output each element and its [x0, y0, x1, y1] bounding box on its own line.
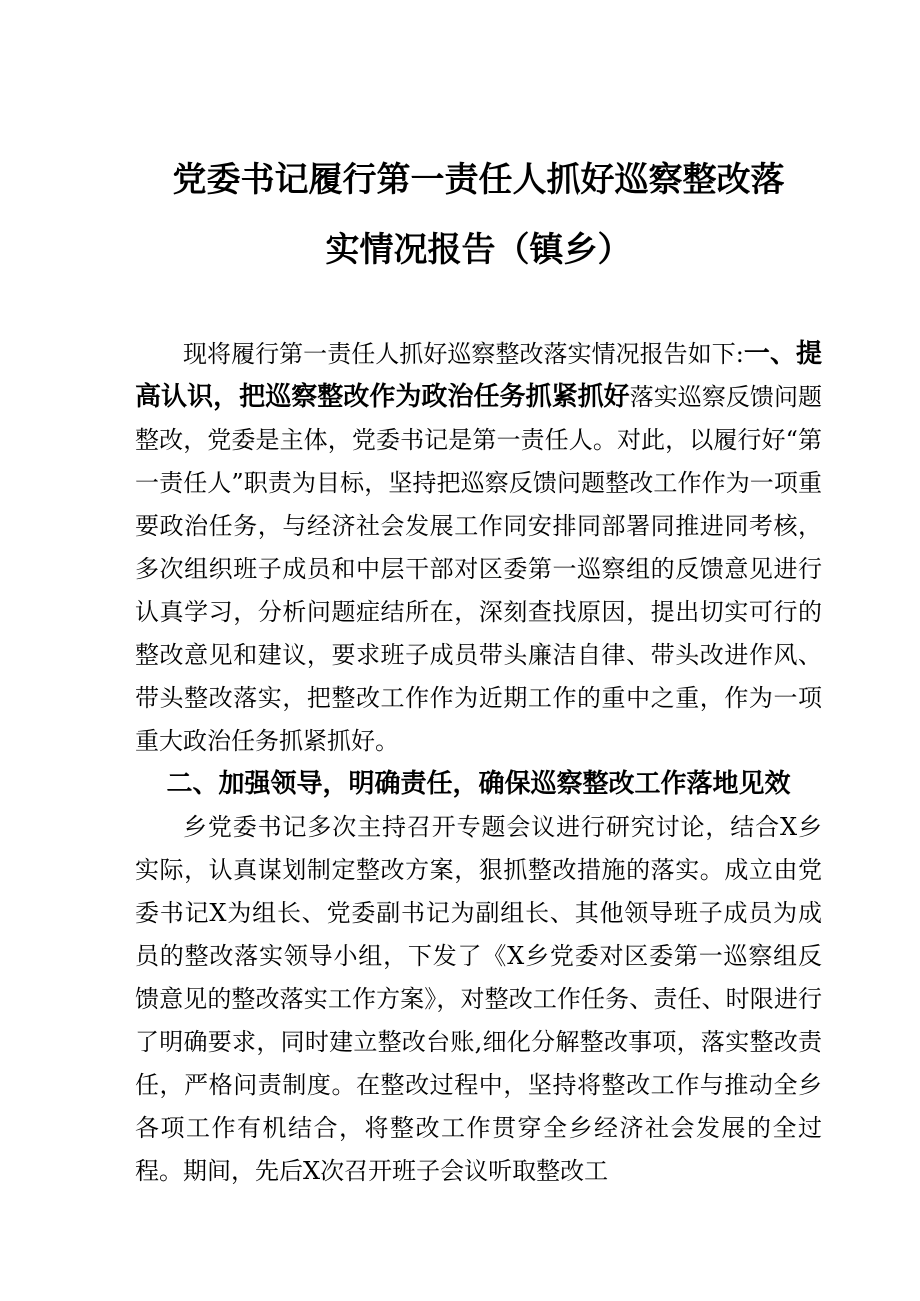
- paragraph-1-intro: 现将履行第一责任人抓好巡察整改落实情况报告如下:: [183, 340, 744, 368]
- section-1-inline-heading: 一、提高认识，把巡察整改作为政治任务抓紧抓好: [135, 339, 822, 412]
- section-2-heading: 二、加强领导，明确责任，确保巡察整改工作落地见效: [166, 769, 791, 799]
- document-title: 党委书记履行第一责任人抓好巡察整改落实情况报告（镇乡）: [172, 160, 785, 270]
- paragraph-1: [135, 333, 822, 763]
- paragraph-2: 乡党委书记多次主持召开专题会议进行研究讨论，结合X乡实际，认真谋划制定整改方案，狠抓整改措施的落实。成立由党委书记X为组长、党委副书记为副组长、其他领导班子成员为成员的整改落实领导小组，下发了《X乡党委对区委第一巡察组反馈意见的整改落实工作方案》，对整改工作任务、责任、时限进行了明确要求，同时建立整改台账,细化分解整改事项，落实整改责任，严格问责制度。在整改过程中，坚持将整改工作与推动全乡各项工作有机结合，将整改工作贯穿全乡经济社会发展的全过程。期间，先后X次召开班子会议听取整改工: [135, 813, 822, 1185]
- paragraph-1-body: 落实巡察反馈问题整改，党委是主体，党委书记是第一责任人。对此，以履行好“第一责任人”职责为目标，坚持把巡察反馈问题整改工作作为一项重要政治任务，与经济社会发展工作同安排同部署同推进同考核，多次组织班子成员和中层干部对区委第一巡察组的反馈意见进行认真学习，分析问题症结所在，深刻查找原因，提出切实可行的整改意见和建议，要求班子成员带头廉洁自律、带头改进作风、带头整改落实，把整改工作作为近期工作的重中之重，作为一项重大政治任务抓紧抓好。: [135, 383, 822, 755]
